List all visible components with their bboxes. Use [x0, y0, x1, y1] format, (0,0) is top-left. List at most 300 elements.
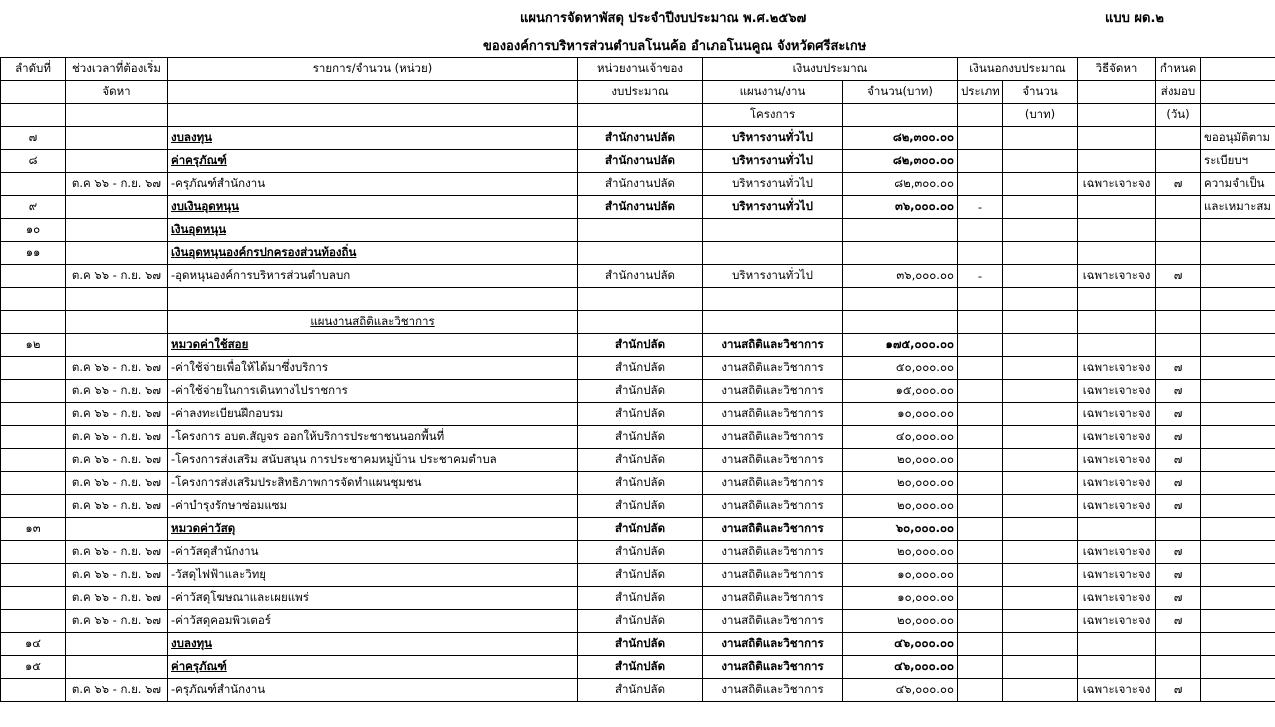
ext-type-cell	[958, 518, 1003, 541]
table-row	[1, 610, 1275, 633]
header-row-2	[1, 81, 1275, 104]
header-cell: (บาท)	[1003, 104, 1078, 127]
header-cell	[958, 104, 1003, 127]
ext-type-cell	[958, 334, 1003, 357]
ext-type-cell	[958, 656, 1003, 679]
subtitle-bar	[0, 32, 1275, 56]
header-cell: รายการ/จำนวน (หน่วย)	[168, 58, 578, 81]
unit-cell: สำนักปลัด	[578, 380, 703, 403]
ext-type-cell	[958, 403, 1003, 426]
amount-cell: ๓๖,๐๐๐.๐๐	[843, 265, 958, 288]
note-cell	[1201, 334, 1275, 357]
note-cell	[1201, 541, 1275, 564]
row-number-cell	[1, 472, 66, 495]
period-cell: ต.ค ๖๖ - ก.ย. ๖๗	[66, 610, 168, 633]
note-cell: ขออนุมัติตาม	[1201, 127, 1275, 150]
form-code: แบบ ผด.๒	[1105, 11, 1164, 26]
amount-cell: ๒๐,๐๐๐.๐๐	[843, 541, 958, 564]
ext-amount-cell	[1003, 518, 1078, 541]
unit-cell	[578, 242, 703, 265]
days-cell: ๗	[1156, 495, 1201, 518]
ext-type-cell	[958, 127, 1003, 150]
row-number-cell	[1, 587, 66, 610]
note-cell	[1201, 518, 1275, 541]
method-cell: เฉพาะเจาะจง	[1078, 472, 1156, 495]
ext-amount-cell	[1003, 633, 1078, 656]
row-number-cell	[1, 288, 66, 311]
amount-cell: ๓๖,๐๐๐.๐๐	[843, 196, 958, 219]
method-cell: เฉพาะเจาะจง	[1078, 495, 1156, 518]
amount-cell: ๑๕,๐๐๐.๐๐	[843, 380, 958, 403]
header-cell	[66, 104, 168, 127]
unit-cell: สำนักปลัด	[578, 564, 703, 587]
days-cell	[1156, 334, 1201, 357]
item-cell: เงินอุดหนุน	[168, 219, 578, 242]
method-cell	[1078, 518, 1156, 541]
method-cell	[1078, 196, 1156, 219]
row-number-cell: ๗	[1, 127, 66, 150]
item-cell: งบเงินอุดหนุน	[168, 196, 578, 219]
ext-type-cell	[958, 242, 1003, 265]
ext-type-cell	[958, 472, 1003, 495]
method-cell	[1078, 311, 1156, 334]
item-cell: -อุดหนุนองค์การบริหารส่วนตำบลบก	[168, 265, 578, 288]
ext-amount-cell	[1003, 150, 1078, 173]
ext-type-cell	[958, 495, 1003, 518]
table-row	[1, 449, 1275, 472]
period-cell	[66, 288, 168, 311]
row-number-cell	[1, 610, 66, 633]
table-row	[1, 518, 1275, 541]
ext-amount-cell	[1003, 357, 1078, 380]
ext-type-cell	[958, 150, 1003, 173]
page-subtitle: ขององค์การบริหารส่วนตำบลโนนค้อ อำเภอโนนคูณ จังหวัดศรีสะเกษ	[483, 39, 867, 54]
ext-type-cell	[958, 633, 1003, 656]
item-cell: -ค่าลงทะเบียนฝึกอบรม	[168, 403, 578, 426]
header-cell	[1078, 81, 1156, 104]
plan-cell: งานสถิติและวิชาการ	[703, 472, 843, 495]
ext-amount-cell	[1003, 334, 1078, 357]
ext-amount-cell	[1003, 403, 1078, 426]
header-cell	[1, 81, 66, 104]
unit-cell: สำนักปลัด	[578, 357, 703, 380]
ext-type-cell	[958, 564, 1003, 587]
ext-type-cell	[958, 288, 1003, 311]
ext-amount-cell	[1003, 265, 1078, 288]
amount-cell: ๑๐,๐๐๐.๐๐	[843, 564, 958, 587]
plan-cell: บริหารงานทั่วไป	[703, 150, 843, 173]
plan-cell	[703, 311, 843, 334]
table-row	[1, 679, 1275, 702]
period-cell: ต.ค ๖๖ - ก.ย. ๖๗	[66, 265, 168, 288]
row-number-cell: ๑๑	[1, 242, 66, 265]
table-row	[1, 380, 1275, 403]
header-cell: เงินงบประมาณ	[703, 58, 958, 81]
row-number-cell	[1, 541, 66, 564]
amount-cell: ๔๖,๐๐๐.๐๐	[843, 679, 958, 702]
amount-cell: ๑๐,๐๐๐.๐๐	[843, 403, 958, 426]
unit-cell: สำนักงานปลัด	[578, 150, 703, 173]
unit-cell	[578, 311, 703, 334]
ext-type-cell	[958, 311, 1003, 334]
table-row	[1, 564, 1275, 587]
plan-cell: งานสถิติและวิชาการ	[703, 426, 843, 449]
row-number-cell	[1, 564, 66, 587]
method-cell: เฉพาะเจาะจง	[1078, 679, 1156, 702]
ext-type-cell	[958, 173, 1003, 196]
method-cell: เฉพาะเจาะจง	[1078, 403, 1156, 426]
days-cell: ๗	[1156, 426, 1201, 449]
plan-cell: งานสถิติและวิชาการ	[703, 541, 843, 564]
plan-cell: งานสถิติและวิชาการ	[703, 587, 843, 610]
period-cell	[66, 334, 168, 357]
item-cell: -ค่าใช้จ่ายในการเดินทางไปราชการ	[168, 380, 578, 403]
item-cell: งบลงทุน	[168, 633, 578, 656]
period-cell: ต.ค ๖๖ - ก.ย. ๖๗	[66, 541, 168, 564]
ext-amount-cell	[1003, 311, 1078, 334]
table-row	[1, 541, 1275, 564]
table-row	[1, 357, 1275, 380]
period-cell: ต.ค ๖๖ - ก.ย. ๖๗	[66, 449, 168, 472]
days-cell: ๗	[1156, 449, 1201, 472]
header-cell: ลำดับที่	[1, 58, 66, 81]
amount-cell: ๔๐,๐๐๐.๐๐	[843, 426, 958, 449]
period-cell: ต.ค ๖๖ - ก.ย. ๖๗	[66, 403, 168, 426]
method-cell: เฉพาะเจาะจง	[1078, 564, 1156, 587]
item-cell: -ค่าวัสดุโฆษณาและเผยแพร่	[168, 587, 578, 610]
item-cell: -ครุภัณฑ์สำนักงาน	[168, 173, 578, 196]
header-cell: วิธีจัดหา	[1078, 58, 1156, 81]
plan-cell: งานสถิติและวิชาการ	[703, 380, 843, 403]
amount-cell: ๑๐,๐๐๐.๐๐	[843, 587, 958, 610]
ext-amount-cell	[1003, 610, 1078, 633]
header-cell: งบประมาณ	[578, 81, 703, 104]
period-cell	[66, 219, 168, 242]
plan-cell: งานสถิติและวิชาการ	[703, 495, 843, 518]
ext-type-cell	[958, 426, 1003, 449]
ext-amount-cell	[1003, 495, 1078, 518]
title-bar	[0, 0, 1275, 32]
ext-amount-cell	[1003, 380, 1078, 403]
method-cell: เฉพาะเจาะจง	[1078, 173, 1156, 196]
period-cell: ต.ค ๖๖ - ก.ย. ๖๗	[66, 426, 168, 449]
table-row	[1, 127, 1275, 150]
amount-cell: ๒๐,๐๐๐.๐๐	[843, 610, 958, 633]
ext-type-cell	[958, 679, 1003, 702]
unit-cell: สำนักปลัด	[578, 633, 703, 656]
days-cell: ๗	[1156, 472, 1201, 495]
note-cell	[1201, 380, 1275, 403]
days-cell	[1156, 219, 1201, 242]
note-cell: ความจำเป็น	[1201, 173, 1275, 196]
period-cell: ต.ค ๖๖ - ก.ย. ๖๗	[66, 564, 168, 587]
note-cell	[1201, 449, 1275, 472]
header-cell: เงินนอกงบประมาณ	[958, 58, 1078, 81]
plan-cell	[703, 219, 843, 242]
header-cell: กำหนด	[1156, 58, 1201, 81]
ext-type-cell	[958, 610, 1003, 633]
days-cell	[1156, 656, 1201, 679]
unit-cell: สำนักปลัด	[578, 449, 703, 472]
table-row	[1, 242, 1275, 265]
amount-cell: ๑๗๕,๐๐๐.๐๐	[843, 334, 958, 357]
amount-cell	[843, 242, 958, 265]
amount-cell	[843, 311, 958, 334]
header-cell	[843, 104, 958, 127]
header-cell	[1201, 58, 1275, 81]
days-cell: ๗	[1156, 679, 1201, 702]
table-row	[1, 472, 1275, 495]
days-cell: ๗	[1156, 265, 1201, 288]
header-cell: โครงการ	[703, 104, 843, 127]
note-cell	[1201, 633, 1275, 656]
method-cell	[1078, 334, 1156, 357]
method-cell: เฉพาะเจาะจง	[1078, 426, 1156, 449]
days-cell	[1156, 196, 1201, 219]
amount-cell: ๘๒,๓๐๐.๐๐	[843, 173, 958, 196]
row-number-cell: ๑๕	[1, 656, 66, 679]
days-cell	[1156, 242, 1201, 265]
page-title: แผนการจัดหาพัสดุ ประจำปีงบประมาณ พ.ศ.๒๕๖๗	[520, 11, 807, 26]
ext-type-cell	[958, 587, 1003, 610]
row-number-cell: ๑๔	[1, 633, 66, 656]
unit-cell: สำนักปลัด	[578, 334, 703, 357]
header-row-3	[1, 104, 1275, 127]
item-cell: -ค่าวัสดุสำนักงาน	[168, 541, 578, 564]
plan-cell	[703, 288, 843, 311]
method-cell	[1078, 288, 1156, 311]
row-number-cell: ๘	[1, 150, 66, 173]
table-row	[1, 219, 1275, 242]
period-cell	[66, 518, 168, 541]
ext-amount-cell	[1003, 564, 1078, 587]
unit-cell: สำนักปลัด	[578, 426, 703, 449]
days-cell	[1156, 311, 1201, 334]
period-cell: ต.ค ๖๖ - ก.ย. ๖๗	[66, 587, 168, 610]
days-cell: ๗	[1156, 541, 1201, 564]
period-cell: ต.ค ๖๖ - ก.ย. ๖๗	[66, 495, 168, 518]
row-number-cell	[1, 311, 66, 334]
period-cell	[66, 633, 168, 656]
period-cell	[66, 242, 168, 265]
table-row	[1, 265, 1275, 288]
method-cell	[1078, 127, 1156, 150]
period-cell	[66, 656, 168, 679]
header-cell: ส่งมอบ	[1156, 81, 1201, 104]
method-cell	[1078, 656, 1156, 679]
note-cell	[1201, 472, 1275, 495]
row-number-cell	[1, 495, 66, 518]
header-cell	[168, 81, 578, 104]
ext-type-cell	[958, 380, 1003, 403]
period-cell: ต.ค ๖๖ - ก.ย. ๖๗	[66, 380, 168, 403]
days-cell: ๗	[1156, 403, 1201, 426]
table-row	[1, 403, 1275, 426]
days-cell: ๗	[1156, 380, 1201, 403]
header-cell	[1078, 104, 1156, 127]
note-cell	[1201, 219, 1275, 242]
amount-cell	[843, 288, 958, 311]
table-row	[1, 587, 1275, 610]
note-cell: และเหมาะสม	[1201, 196, 1275, 219]
unit-cell: สำนักงานปลัด	[578, 127, 703, 150]
amount-cell: ๘๒,๓๐๐.๐๐	[843, 127, 958, 150]
period-cell	[66, 311, 168, 334]
method-cell: เฉพาะเจาะจง	[1078, 587, 1156, 610]
ext-amount-cell	[1003, 242, 1078, 265]
amount-cell: ๔๖,๐๐๐.๐๐	[843, 633, 958, 656]
amount-cell: ๔๖,๐๐๐.๐๐	[843, 656, 958, 679]
note-cell	[1201, 426, 1275, 449]
ext-amount-cell	[1003, 472, 1078, 495]
ext-type-cell	[958, 219, 1003, 242]
unit-cell: สำนักปลัด	[578, 495, 703, 518]
days-cell	[1156, 633, 1201, 656]
plan-cell: งานสถิติและวิชาการ	[703, 610, 843, 633]
note-cell: ระเบียบฯ	[1201, 150, 1275, 173]
table-row	[1, 633, 1275, 656]
ext-amount-cell	[1003, 449, 1078, 472]
plan-cell: บริหารงานทั่วไป	[703, 196, 843, 219]
note-cell	[1201, 587, 1275, 610]
item-cell	[168, 288, 578, 311]
days-cell: ๗	[1156, 564, 1201, 587]
period-cell: ต.ค ๖๖ - ก.ย. ๖๗	[66, 472, 168, 495]
unit-cell: สำนักปลัด	[578, 656, 703, 679]
row-number-cell	[1, 426, 66, 449]
item-cell: -วัสดุไฟฟ้าและวิทยุ	[168, 564, 578, 587]
method-cell: เฉพาะเจาะจง	[1078, 610, 1156, 633]
table-row	[1, 196, 1275, 219]
unit-cell	[578, 288, 703, 311]
item-cell: หมวดค่าใช้สอย	[168, 334, 578, 357]
note-cell	[1201, 288, 1275, 311]
period-cell: ต.ค ๖๖ - ก.ย. ๖๗	[66, 679, 168, 702]
header-cell: จำนวน(บาท)	[843, 81, 958, 104]
header-cell	[1201, 104, 1275, 127]
item-cell: -ค่าบำรุงรักษาซ่อมแซม	[168, 495, 578, 518]
ext-type-cell	[958, 357, 1003, 380]
plan-cell: บริหารงานทั่วไป	[703, 265, 843, 288]
ext-amount-cell	[1003, 679, 1078, 702]
days-cell	[1156, 150, 1201, 173]
header-cell	[578, 104, 703, 127]
ext-amount-cell	[1003, 426, 1078, 449]
days-cell: ๗	[1156, 610, 1201, 633]
plan-cell	[703, 242, 843, 265]
header-cell: ช่วงเวลาที่ต้องเริ่ม	[66, 58, 168, 81]
unit-cell: สำนักงานปลัด	[578, 265, 703, 288]
row-number-cell	[1, 265, 66, 288]
row-number-cell	[1, 449, 66, 472]
row-number-cell: ๑๓	[1, 518, 66, 541]
plan-cell: งานสถิติและวิชาการ	[703, 518, 843, 541]
method-cell: เฉพาะเจาะจง	[1078, 449, 1156, 472]
item-cell: -โครงการ อบต.สัญจร ออกให้บริการประชาชนนอกพื้นที่	[168, 426, 578, 449]
ext-amount-cell	[1003, 288, 1078, 311]
ext-amount-cell	[1003, 219, 1078, 242]
method-cell: เฉพาะเจาะจง	[1078, 265, 1156, 288]
table-row	[1, 173, 1275, 196]
unit-cell: สำนักปลัด	[578, 679, 703, 702]
table-row	[1, 150, 1275, 173]
table-row	[1, 656, 1275, 679]
note-cell	[1201, 610, 1275, 633]
row-number-cell: ๑๐	[1, 219, 66, 242]
row-number-cell	[1, 357, 66, 380]
unit-cell: สำนักปลัด	[578, 518, 703, 541]
header-row-1	[1, 58, 1275, 81]
amount-cell: ๒๐,๐๐๐.๐๐	[843, 495, 958, 518]
days-cell	[1156, 288, 1201, 311]
method-cell	[1078, 150, 1156, 173]
unit-cell: สำนักปลัด	[578, 403, 703, 426]
item-cell: -ครุภัณฑ์สำนักงาน	[168, 679, 578, 702]
header-cell: จัดหา	[66, 81, 168, 104]
ext-type-cell: -	[958, 265, 1003, 288]
note-cell	[1201, 265, 1275, 288]
note-cell	[1201, 495, 1275, 518]
header-cell	[168, 104, 578, 127]
ext-amount-cell	[1003, 127, 1078, 150]
plan-cell: งานสถิติและวิชาการ	[703, 633, 843, 656]
row-number-cell	[1, 173, 66, 196]
header-cell: ประเภท	[958, 81, 1003, 104]
note-cell	[1201, 564, 1275, 587]
row-number-cell: ๙	[1, 196, 66, 219]
table-row	[1, 311, 1275, 334]
plan-cell: งานสถิติและวิชาการ	[703, 357, 843, 380]
period-cell	[66, 196, 168, 219]
header-cell: แผนงาน/งาน	[703, 81, 843, 104]
unit-cell: สำนักงานปลัด	[578, 196, 703, 219]
unit-cell	[578, 219, 703, 242]
method-cell	[1078, 633, 1156, 656]
table-row	[1, 334, 1275, 357]
item-cell: ค่าครุภัณฑ์	[168, 656, 578, 679]
header-cell: (วัน)	[1156, 104, 1201, 127]
period-cell	[66, 150, 168, 173]
period-cell: ต.ค ๖๖ - ก.ย. ๖๗	[66, 357, 168, 380]
procurement-plan-table	[0, 57, 1275, 702]
method-cell	[1078, 219, 1156, 242]
ext-type-cell	[958, 449, 1003, 472]
row-number-cell	[1, 679, 66, 702]
method-cell: เฉพาะเจาะจง	[1078, 357, 1156, 380]
plan-cell: งานสถิติและวิชาการ	[703, 449, 843, 472]
ext-type-cell	[958, 541, 1003, 564]
ext-amount-cell	[1003, 196, 1078, 219]
note-cell	[1201, 357, 1275, 380]
item-cell: ค่าครุภัณฑ์	[168, 150, 578, 173]
plan-cell: งานสถิติและวิชาการ	[703, 334, 843, 357]
ext-amount-cell	[1003, 656, 1078, 679]
unit-cell: สำนักปลัด	[578, 610, 703, 633]
days-cell	[1156, 127, 1201, 150]
item-cell: -โครงการส่งเสริมประสิทธิภาพการจัดทำแผนชุมชน	[168, 472, 578, 495]
table-row	[1, 426, 1275, 449]
row-number-cell	[1, 403, 66, 426]
method-cell	[1078, 242, 1156, 265]
table-row	[1, 288, 1275, 311]
amount-cell	[843, 219, 958, 242]
plan-cell: งานสถิติและวิชาการ	[703, 679, 843, 702]
method-cell: เฉพาะเจาะจง	[1078, 541, 1156, 564]
unit-cell: สำนักปลัด	[578, 541, 703, 564]
ext-type-cell: -	[958, 196, 1003, 219]
ext-amount-cell	[1003, 173, 1078, 196]
amount-cell: ๘๒,๓๐๐.๐๐	[843, 150, 958, 173]
